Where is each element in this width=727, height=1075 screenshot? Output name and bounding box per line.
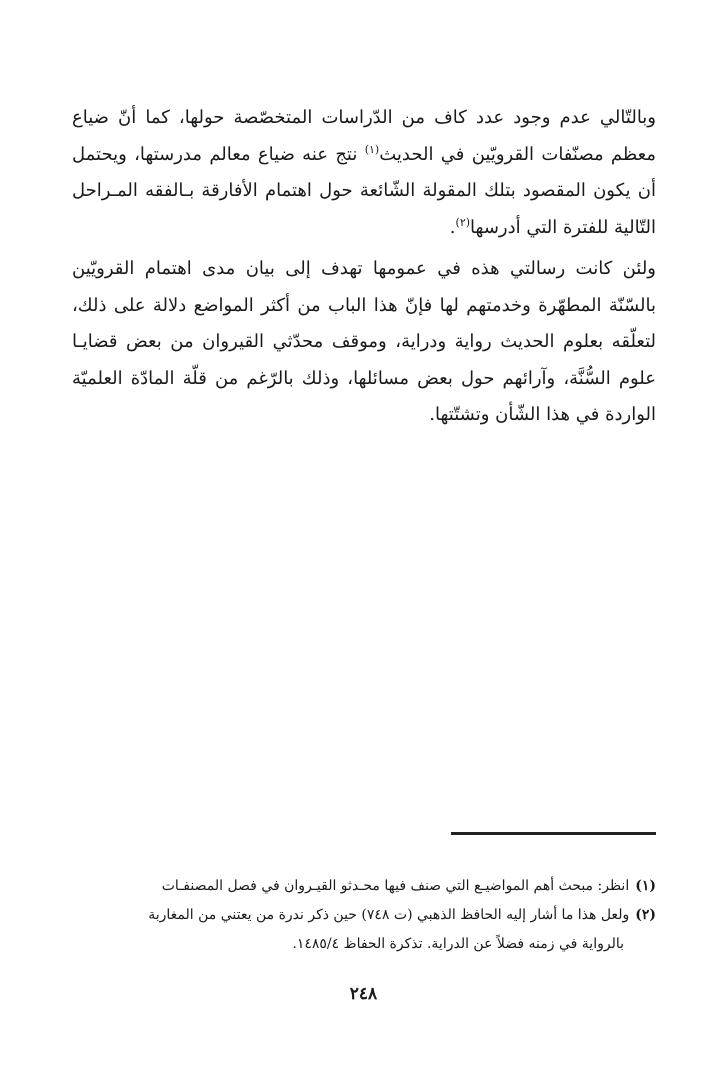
paragraph-1 [72,100,656,246]
footnote-ref-2: (٢) [455,215,471,229]
paragraph-1-part-2: نتج عنه ضياع معالم مدرستها، ويحتمل أن يكون المقصود بتلك المقولة الشّائعة حول اهتمام الأفارقة بـالفقه المـراحل التّالية للفترة التي أدرسها [72,143,656,238]
paragraph-1-part-1: وبالتّالي عدم وجود عدد كاف من الدّراسات المتخصّصة حولها، كما أنّ ضياع معظم مصنّفات القرويّين في الحديث [72,107,656,165]
footnote-2 [72,901,656,930]
paragraph-1-end: . [449,216,456,238]
main-text [72,100,656,434]
footnote-1 [72,872,656,901]
footnotes [72,872,656,959]
footnote-2-continuation: بالرواية في زمنه فضلاً عن الدراية. تذكرة الحفاظ ١٤٨٥/٤. [292,936,624,952]
page-number: ٢٤٨ [349,984,378,1004]
footnote-2-number: (٢) [635,907,656,923]
footnote-2-text: ولعل هذا ما أشار إليه الحافظ الذهبي (ت ٧٤٨) حين ذكر ندرة من يعتني من المغاربة [148,907,630,923]
footnote-separator [451,832,656,835]
footnote-ref-1: (١) [364,142,380,156]
paragraph-2: ولئن كانت رسالتي هذه في عمومها تهدف إلى بيان مدى اهتمام القرويّين بالسّنّة المطهّرة وخدمتهم لها فإنّ هذا الباب من أكثر المواضع دلالة على ذلك، لتعلّقه بعلوم الحديث رواية ودراية، وموقف محدّثي القيروان من بعض قضايـا علوم السُّنَّة، وآرائهم حول بعض مسائلها، وذلك بالرّغم من قلّة المادّة العلميّة الواردة في هذا الشّأن وتشتّتها. [72,258,656,425]
footnote-1-text: انظر: مبحث أهم المواضيـع التي صنف فيها محـدثو القيـروان في فصل المصنفـات [161,878,630,894]
footnote-1-number: (١) [635,878,656,894]
